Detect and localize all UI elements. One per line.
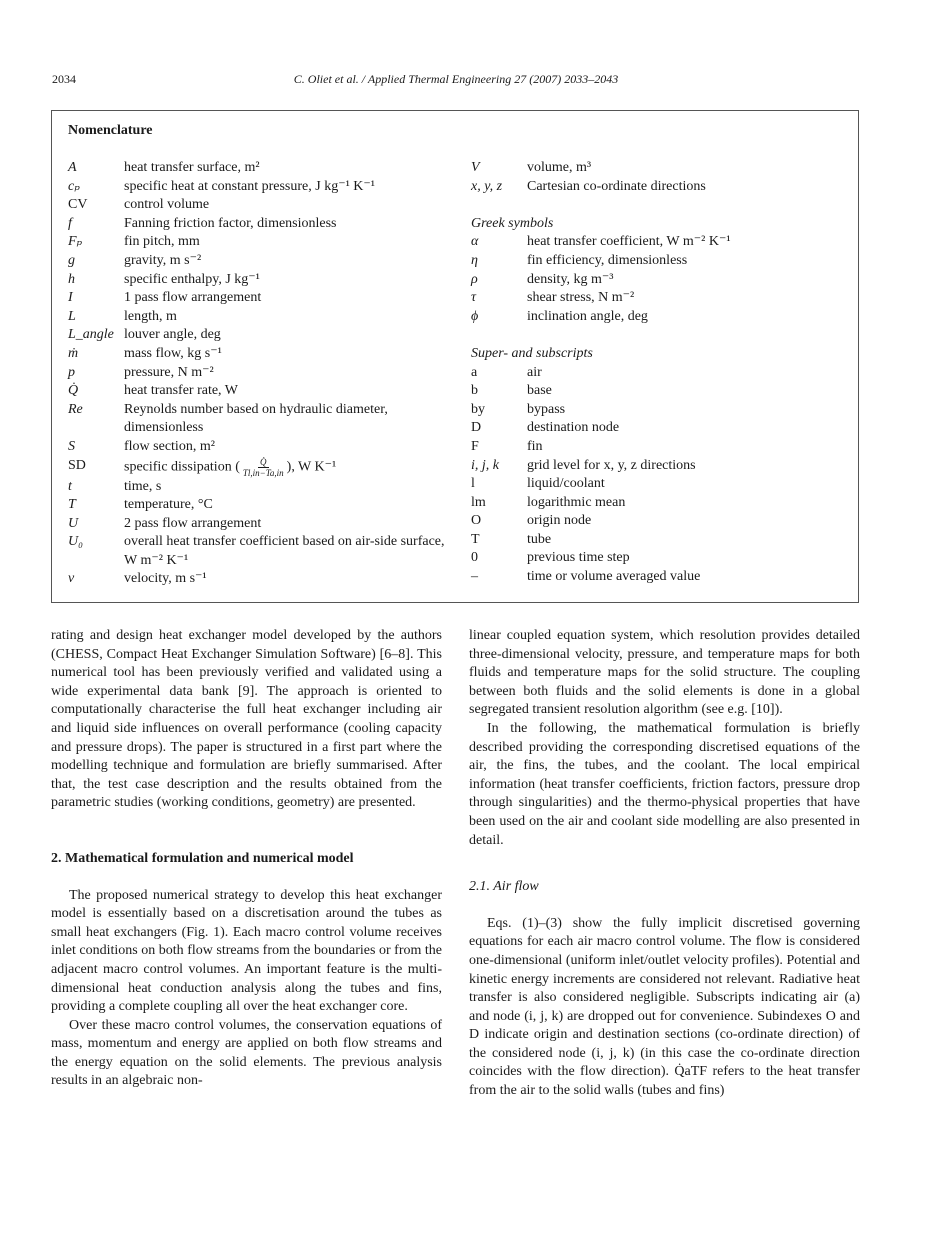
nomenclature-symbol: lm [471, 494, 486, 510]
nomenclature-symbol: Q̇ [68, 383, 79, 399]
nomenclature-symbol: α [471, 234, 479, 250]
nomenclature-symbol: h [68, 271, 75, 287]
subscripts-heading: Super- and subscripts [471, 345, 593, 361]
subsection-heading-air-flow: 2.1. Air flow [469, 879, 539, 895]
nomenclature-symbol: x, y, z [471, 178, 503, 194]
nomenclature-symbol: S [68, 438, 75, 454]
nomenclature-entry [68, 364, 458, 383]
section-heading-2: 2. Mathematical formulation and numerical model [51, 850, 354, 866]
nomenclature-definition: pressure, N m⁻² [124, 364, 214, 380]
nomenclature-entry [471, 382, 851, 401]
nomenclature-entry [471, 364, 851, 383]
page-number: 2034 [52, 72, 76, 86]
nomenclature-symbol: l [471, 476, 475, 492]
nomenclature-entry [68, 570, 458, 589]
nomenclature-symbol: SD [68, 457, 86, 473]
nomenclature-definition: specific heat at constant pressure, J kg⁻¹ K⁻¹ [124, 178, 375, 194]
nomenclature-definition: overall heat transfer coefficient based on air-side surface, W m⁻² K⁻¹ [124, 534, 445, 568]
nomenclature-entry [68, 196, 458, 215]
nomenclature-symbol: L_angle [68, 327, 114, 343]
nomenclature-symbol: 0 [471, 550, 478, 566]
nomenclature-symbol: τ [471, 290, 477, 306]
nomenclature-symbol: D [471, 420, 482, 436]
paragraph-conservation-equations: Over these macro control volumes, the conservation equations of mass, momentum and energy are applied on both flow streams and the energy equation on the solid elements. The previous analysis results in an algebraic non- [51, 1017, 442, 1089]
nomenclature-entry [68, 252, 458, 271]
nomenclature-entry [471, 475, 851, 494]
nomenclature-symbol: T [471, 531, 480, 547]
nomenclature-symbol: Fₚ [68, 234, 83, 250]
nomenclature-definition: origin node [527, 513, 592, 529]
nomenclature-definition: specific enthalpy, J kg⁻¹ [124, 271, 260, 287]
nomenclature-entry [68, 515, 458, 534]
nomenclature-symbol: b [471, 383, 478, 399]
nomenclature-entry [68, 345, 458, 364]
nomenclature-symbol: ϕ [471, 308, 479, 324]
nomenclature-title: Nomenclature [68, 123, 153, 138]
nomenclature-entry [471, 457, 851, 476]
nomenclature-entry [68, 478, 458, 497]
nomenclature-entry [68, 178, 458, 197]
nomenclature-entry [471, 419, 851, 438]
nomenclature-definition: base [527, 383, 552, 399]
nomenclature-definition: fin [527, 438, 543, 454]
nomenclature-definition: fin efficiency, dimensionless [527, 252, 688, 268]
fraction [241, 457, 286, 478]
nomenclature-entry [471, 494, 851, 513]
nomenclature-definition: Fanning friction factor, dimensionless [124, 215, 337, 231]
nomenclature-definition: liquid/coolant [527, 476, 605, 492]
nomenclature-symbol: p [68, 364, 75, 380]
nomenclature-entry [68, 326, 458, 345]
nomenclature-definition: fin pitch, mm [124, 234, 200, 250]
nomenclature-entry [68, 438, 458, 457]
nomenclature-symbol: F [471, 438, 479, 454]
nomenclature-entry [471, 289, 851, 308]
paragraph-air-flow-equations: Eqs. (1)–(3) show the fully implicit discretised governing equations for each air macro control volume. The flow is considered one-dimensional (uniform inlet/outlet velocity profiles). Potential and kinetic energy increments are considered not relevant. Radiative heat transfer is also considered negligible. Subscripts indicating air (a) and node (i, j, k) are dropped out for convenience. Subindexes O and D indicate origin and destination sections (co-ordinate direction) of the considered node (i, j, k) (in this case the co-ordinate direction coincides with the flow direction). Q̇aTF refers to the heat transfer from the air to the solid walls (tubes and fins) [469, 915, 860, 1099]
nomenclature-symbol: η [471, 252, 478, 268]
nomenclature-symbol: by [471, 401, 485, 417]
nomenclature-definition: tube [527, 531, 552, 547]
nomenclature-entry [68, 289, 458, 308]
nomenclature-definition: length, m [124, 308, 177, 324]
nomenclature-symbol: f [68, 215, 72, 231]
nomenclature-definition: control volume [124, 197, 210, 213]
nomenclature-symbol: a [471, 364, 478, 380]
nomenclature-definition: temperature, °C [124, 497, 213, 513]
nomenclature-definition: Reynolds number based on hydraulic diameter, dimensionless [124, 401, 388, 436]
paragraph-intro-continued: rating and design heat exchanger model developed by the authors (CHESS, Compact Heat Exchanger Simulation Software) [6–8]. This numerical tool has been previously verified and validated using a wide experimental data bank [9]. The approach is oriented to computationally characterise the full heat exchanger including air and liquid side influences on overall performance (cooling capacity and pressure drops). The paper is structured in a first part where the modelling technique and formulation are briefly summarised. After that, the test case description and the results obtained from the parametric studies (working conditions, geometry) are presented. [51, 628, 442, 811]
nomenclature-definition: heat transfer coefficient, W m⁻² K⁻¹ [527, 234, 731, 250]
nomenclature-definition: heat transfer surface, m² [124, 160, 260, 175]
nomenclature-entry [471, 568, 851, 587]
nomenclature-entry [68, 233, 458, 252]
nomenclature-entry [471, 252, 851, 271]
nomenclature-definition: destination node [527, 420, 620, 436]
nomenclature-symbol: V [471, 160, 480, 175]
nomenclature-entry [471, 438, 851, 457]
nomenclature-entry [471, 531, 851, 550]
nomenclature-definition: grid level for x, y, z directions [527, 457, 696, 473]
nomenclature-entry [68, 496, 458, 515]
nomenclature-definition: density, kg m⁻³ [527, 271, 614, 287]
nomenclature-symbol: – [471, 569, 478, 585]
nomenclature-symbol: U₀ [68, 534, 83, 550]
nomenclature-definition: 2 pass flow arrangement [124, 515, 262, 531]
nomenclature-definition: Cartesian co-ordinate directions [527, 178, 706, 194]
definition-text: specific dissipation [124, 459, 232, 475]
nomenclature-definition: heat transfer rate, W [124, 383, 239, 399]
nomenclature-symbol: Re [68, 401, 83, 417]
nomenclature-definition: time, s [124, 478, 162, 494]
nomenclature-entry [68, 533, 458, 570]
nomenclature-symbol: t [68, 478, 72, 494]
nomenclature-symbol: ρ [471, 271, 478, 287]
nomenclature-entry [68, 401, 458, 438]
fraction-numerator: Q̇ [260, 456, 267, 467]
nomenclature-entry [68, 159, 458, 178]
fraction-denominator: Tl,in−Ta,in [242, 467, 284, 478]
nomenclature-definition: 1 pass flow arrangement [124, 290, 262, 306]
nomenclature-entry [68, 215, 458, 234]
nomenclature-symbol: A [68, 160, 77, 175]
nomenclature-symbol: i, j, k [471, 457, 499, 473]
definition-unit: , W K⁻¹ [291, 459, 337, 475]
nomenclature-symbol: L [68, 308, 76, 324]
nomenclature-right-column [471, 159, 851, 587]
nomenclature-definition: time or volume averaged value [527, 569, 701, 585]
nomenclature-definition: inclination angle, deg [527, 308, 648, 324]
nomenclature-entry [471, 271, 851, 290]
nomenclature-definition: louver angle, deg [124, 327, 221, 343]
paragraph-formulation-overview: In the following, the mathematical formulation is briefly described providing the corresponding discretised equations of the air, the fins, the tubes, and the coolant. The local empirical information (heat transfer coefficients, friction factors, pressure drop through singularities) and the thermo-physical properties that have been used on the air and coolant side modelling are also presented in detail. [469, 720, 860, 848]
nomenclature-symbol: O [471, 513, 482, 529]
nomenclature-entry [471, 512, 851, 531]
paragraph-coupled-system: linear coupled equation system, which resolution provides detailed three-dimensional velocity, pressure, and temperature maps for both fluids and temperature maps for the solid structure. The coupling between both fluids and the solid elements is done in a global segregated transient resolution algorithm (see e.g. [10]). [469, 628, 860, 718]
nomenclature-symbol: ṁ [68, 345, 79, 361]
nomenclature-definition: previous time step [527, 550, 630, 566]
nomenclature-entry [471, 549, 851, 568]
greek-symbols-heading: Greek symbols [471, 215, 554, 231]
nomenclature-definition: gravity, m s⁻² [124, 252, 202, 268]
journal-reference: C. Oliet et al. / Applied Thermal Engineering 27 (2007) 2033–2043 [293, 72, 619, 86]
nomenclature-entry [471, 308, 851, 327]
nomenclature-symbol: I [68, 290, 73, 306]
nomenclature-entry [471, 159, 851, 178]
body-left-column [51, 627, 442, 1091]
nomenclature-symbol: g [68, 252, 75, 268]
nomenclature-definition: air [527, 364, 542, 380]
nomenclature-definition: logarithmic mean [527, 494, 626, 510]
nomenclature-entry [68, 457, 458, 478]
paragraph-numerical-strategy: The proposed numerical strategy to develop this heat exchanger model is essentially based on a discretisation around the tubes as small heat exchangers (Fig. 1). Each macro control volume receives inlet conditions on both flow streams from the boundaries or from the adjacent macro control volumes. An important feature is the multi-dimensional heat conduction analysis along the tubes and fins, providing a complete coupling all over the heat exchanger core. [51, 887, 442, 1015]
nomenclature-definition: velocity, m s⁻¹ [124, 571, 207, 587]
nomenclature-symbol: U [68, 515, 79, 531]
nomenclature-symbol: cₚ [68, 178, 80, 194]
nomenclature-symbol: T [68, 497, 76, 513]
nomenclature-left-column [68, 159, 458, 589]
nomenclature-definition: shear stress, N m⁻² [527, 290, 635, 306]
nomenclature-box [51, 110, 859, 603]
running-head [52, 72, 860, 90]
nomenclature-definition: bypass [527, 401, 566, 417]
nomenclature-symbol: CV [68, 197, 88, 213]
nomenclature-definition: mass flow, kg s⁻¹ [124, 345, 222, 361]
nomenclature-definition: flow section, m² [124, 438, 215, 454]
nomenclature-entry [471, 178, 851, 197]
nomenclature-symbol: v [68, 571, 75, 587]
nomenclature-definition: specific dissipation ( $\frac{Q̇}{Tl,in-Ta,in}$ ), W K⁻¹ [124, 456, 337, 478]
nomenclature-entry [471, 233, 851, 252]
nomenclature-entry [68, 382, 458, 401]
nomenclature-entry [471, 401, 851, 420]
nomenclature-entry [68, 271, 458, 290]
nomenclature-entry [68, 308, 458, 327]
nomenclature-definition: volume, m³ [527, 160, 592, 175]
body-right-column [469, 627, 860, 1101]
